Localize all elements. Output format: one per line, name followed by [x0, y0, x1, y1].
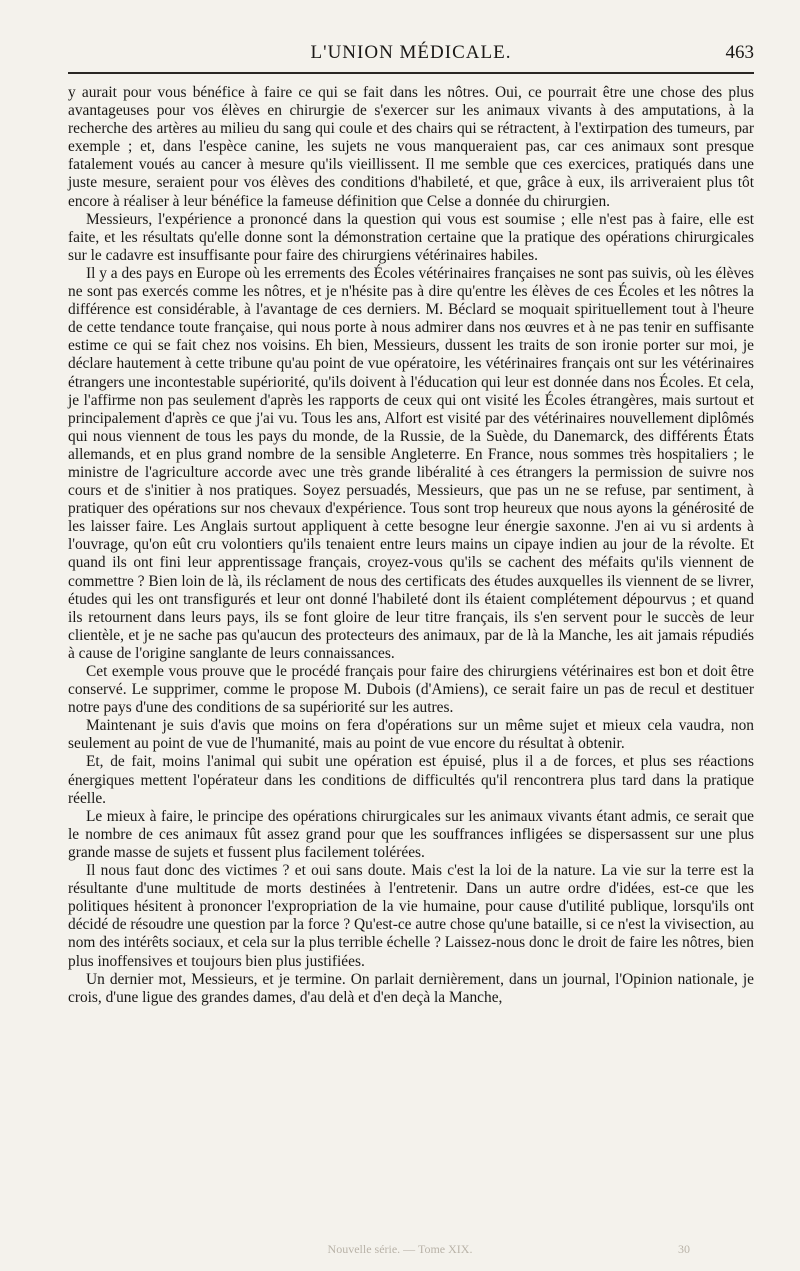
page-number: 463: [725, 42, 754, 63]
footer-page-number: 30: [678, 1242, 690, 1256]
page-header: [68, 38, 754, 74]
paragraph-8: Il nous faut donc des victimes ? et oui sans doute. Mais c'est la loi de la nature. La vie sur la terre est la résultante d'une multitude de morts destinées à l'entretenir. Dans un autre ordre d'idées, est-ce que les politiques hésitent à prononcer l'expropriation de la vie humaine, pour cause d'utilité publique, lorsqu'ils ont décidé de résoudre une question par la force ? Qu'est-ce autre chose qu'une bataille, si ce n'est la vivisection, au nom des intérêts sociaux, et cela sur la plus terrible échelle ? Laissez-nous donc le droit de faire les nôtres, bien plus inoffensives et toujours bien plus justifiées.: [68, 862, 754, 970]
paragraph-5: Maintenant je suis d'avis que moins on fera d'opérations sur un même sujet et mieux cela vaudra, non seulement au point de vue de l'humanité, mais au point de vue encore du résultat à obtenir.: [68, 717, 754, 753]
paragraph-3: Il y a des pays en Europe où les errements des Écoles vétérinaires françaises ne sont pas suivis, où les élèves ne sont pas exercés comme les nôtres, et je n'hésite pas à dire qu'entre les élèves de ces Écoles et les nôtres la différence est considérable, à l'avantage de ces derniers. M. Béclard se moquait spirituellement tout à l'heure de cette tendance toute française, qui nous porte à nous admirer dans nos œuvres et à ne pas tenir en suffisante estime ce qui se fait chez nos voisins. Eh bien, Messieurs, dussent les traits de son ironie porter sur moi, je déclare hautement à cette tribune qu'au point de vue opératoire, les vétérinaires français ont sur les vétérinaires étrangers une incontestable supériorité, qu'ils doivent à l'éducation qui leur est donnée dans nos Écoles. Et cela, je l'affirme non pas seulement d'après les rapports de ceux qui ont visité les Écoles étrangères, mais surtout et principalement d'après ce que j'ai vu. Tous les ans, Alfort est visité par des vétérinaires nouvellement diplômés qui nous viennent de tous les pays du monde, de la Russie, de la Suède, du Danemarck, des différents États allemands, et en plus grand nombre de la sensible Angleterre. En France, nous sommes très hospitaliers ; le ministre de l'agriculture accorde avec une très grande libéralité à ces étrangers la permission de suivre nos cours et de s'initier à nos pratiques. Soyez persuadés, Messieurs, que pas un ne se refuse, par sentiment, à pratiquer des opérations sur nos chevaux d'expérience. Tous sont trop heureux que nous ayons la générosité de les laisser faire. Les Anglais surtout appliquent à cette besogne leur énergie saxonne. J'en ai vu si ardents à l'ouvrage, qu'on eût cru volontiers qu'ils tenaient entre leurs mains un cipaye indien au jour de la révolte. Et quand ils ont fini leur apprentissage français, croyez-vous qu'ils se cachent des méfaits qu'ils viennent de commettre ? Bien loin de là, ils réclament de nous des certificats des études auxquelles ils viennent de se livrer, études qui les ont transfigurés et leur ont donné l'habileté dont ils étaient complétement dépourvus ; et quand ils retournent dans leurs pays, ils se font gloire de leur titre français, ils s'en servent pour le succès de leur clientèle, et je ne sache pas qu'aucun des protecteurs des animaux, par de là la Manche, les ait jamais répudiés à cause de l'origine sanglante de leurs connaissances.: [68, 264, 754, 662]
paragraph-9: Un dernier mot, Messieurs, et je termine. On parlait dernièrement, dans un journal, l'Opinion nationale, je crois, d'une ligue des grandes dames, d'au delà et d'en deçà la Manche,: [68, 970, 754, 1006]
paragraph-6: Et, de fait, moins l'animal qui subit une opération est épuisé, plus il a de forces, et plus ses réactions énergiques mettent l'opérateur dans les conditions de difficultés qu'il rencontrera plus tard dans la pratique réelle.: [68, 753, 754, 807]
footer-series: Nouvelle série. — Tome XIX.: [327, 1242, 473, 1256]
paragraph-7: Le mieux à faire, le principe des opérations chirurgicales sur les animaux vivants étant admis, ce serait que le nombre de ces animaux fût assez grand pour que les souffrances infligées se dispersassent sur une plus grande masse de sujets et fussent plus facilement tolérées.: [68, 807, 754, 861]
paragraph-1: y aurait pour vous bénéfice à faire ce qui se fait dans les nôtres. Oui, ce pourrait être une chose des plus avantageuses pour vos élèves en chirurgie de s'exercer sur les animaux vivants à des amputations, à la recherche des artères au milieu du sang qui coule et des chairs qui se rétractent, à l'extirpation des tumeurs, par exemple ; et, dans l'espèce canine, les sujets ne vous manqueraient pas, car ces animaux sont presque fatalement voués au cancer à mesure qu'ils vieillissent. Il me semble que ces exercices, pratiqués dans une juste mesure, seraient pour vos élèves des conditions d'habileté, et que, grâce à eux, ils arriveraient plus tôt encore à réaliser à leur bénéfice la fameuse définition que Celse a donnée du chirurgien.: [68, 84, 754, 210]
page-footer: [0, 1242, 800, 1257]
journal-title: L'UNION MÉDICALE.: [310, 42, 512, 63]
article-body: [68, 84, 754, 1007]
paragraph-2: Messieurs, l'expérience a prononcé dans la question qui vous est soumise ; elle n'est pas à faire, elle est faite, et les résultats qu'elle donne sont la démonstration certaine que la pratique des opérations chirurgicales sur le cadavre est insuffisante pour faire des chirurgiens vétérinaires habiles.: [68, 210, 754, 264]
paragraph-4: Cet exemple vous prouve que le procédé français pour faire des chirurgiens vétérinaires est bon et doit être conservé. Le supprimer, comme le propose M. Dubois (d'Amiens), ce serait faire un pas de recul et destituer notre pays d'une des conditions de sa supériorité sur les autres.: [68, 663, 754, 717]
